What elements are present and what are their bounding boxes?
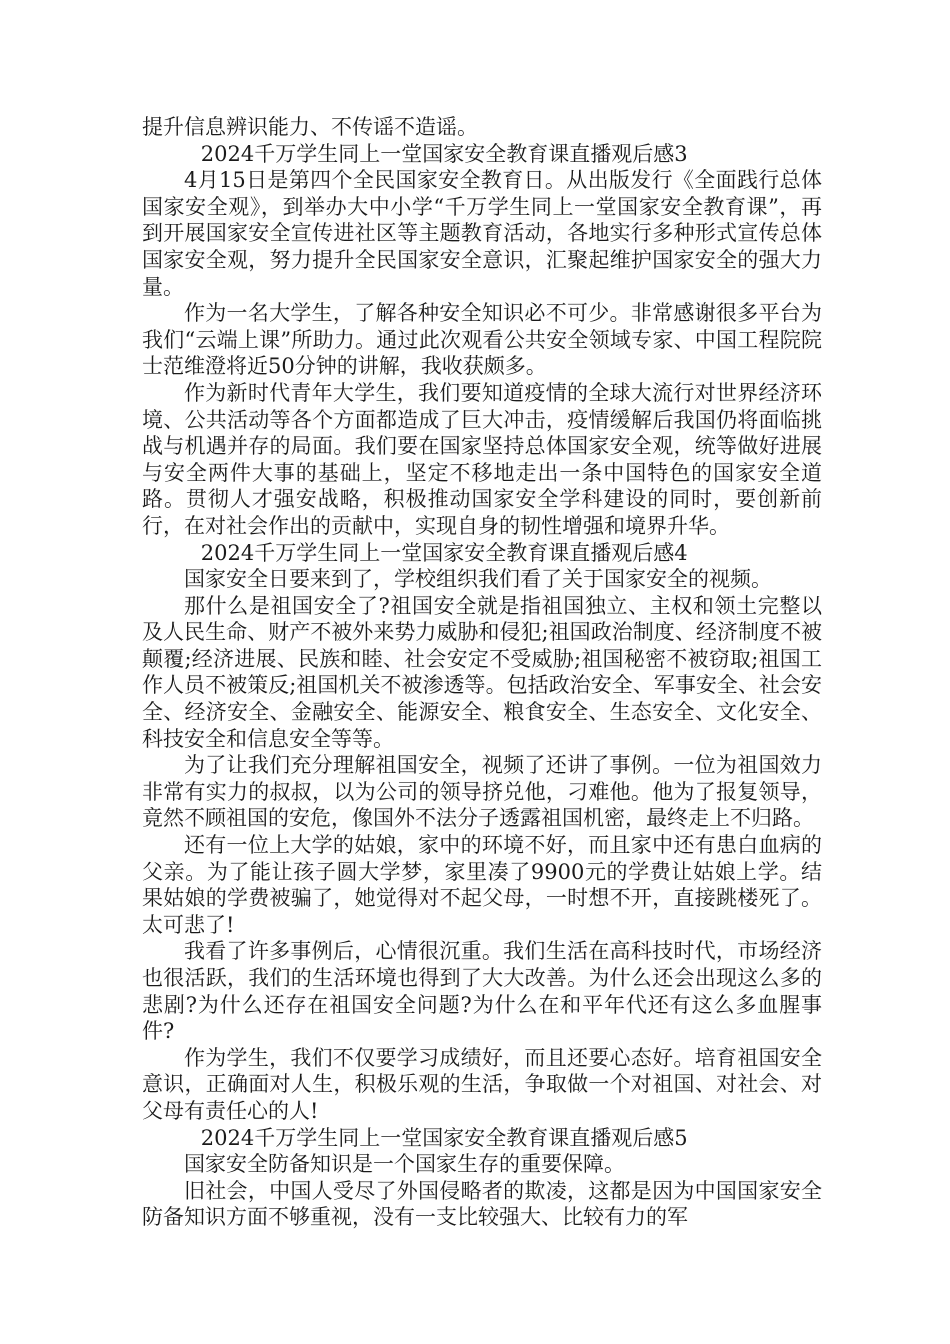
section-heading-3: 2024千万学生同上一堂国家安全教育课直播观后感3 xyxy=(200,141,688,166)
document-body xyxy=(142,114,822,1231)
paragraph: 为了让我们充分理解祖国安全，视频了还讲了事例。一位为祖国效力非常有实力的叔叔，以为公司的领导挤兑他，刁难他。他为了报复领导，竟然不顾祖国的安危，像国外不法分子透露祖国机密，最终走上不归路。 xyxy=(142,753,822,831)
paragraph: 还有一位上大学的姑娘，家中的环境不好，而且家中还有患白血病的父亲。为了能让孩子圆大学梦，家里凑了9900元的学费让姑娘上学。结果姑娘的学费被骗了，她觉得对不起父母，一时想不开，直接跳楼死了。太可悲了! xyxy=(142,833,822,937)
paragraph: 作为学生，我们不仅要学习成绩好，而且还要心态好。培育祖国安全意识，正确面对人生，积极乐观的生活，争取做一个对祖国、对社会、对父母有责任心的人! xyxy=(142,1045,822,1123)
paragraph-continuation: 提升信息辨识能力、不传谣不造谣。 xyxy=(142,115,478,139)
paragraph: 我看了许多事例后，心情很沉重。我们生活在高科技时代，市场经济也很活跃，我们的生活环境也得到了大大改善。为什么还会出现这么多的悲剧?为什么还存在祖国安全问题?为什么在和平年代还有这么多血腥事件? xyxy=(142,939,822,1044)
paragraph: 旧社会，中国人受尽了外国侵略者的欺凌，这都是因为中国国家安全防备知识方面不够重视，没有一支比较强大、比较有力的军 xyxy=(142,1178,822,1230)
paragraph: 那什么是祖国安全了?祖国安全就是指祖国独立、主权和领土完整以及人民生命、财产不被外来势力威胁和侵犯;祖国政治制度、经济制度不被颠覆;经济进展、民族和睦、社会安定不受威胁;祖国秘密不被窃取;祖国工作人员不被策反;祖国机关不被渗透等。包括政治安全、军事安全、社会安全、经济安全、金融安全、能源安全、粮食安全、生态安全、文化安全、科技安全和信息安全等等。 xyxy=(142,593,822,751)
paragraph: 作为一名大学生，了解各种安全知识必不可少。非常感谢很多平台为我们“云端上课”所助力。通过此次观看公共安全领域专家、中国工程院院士范维澄将近50分钟的讲解，我收获颇多。 xyxy=(142,301,822,379)
paragraph: 4月15日是第四个全民国家安全教育日。从出版发行《全面践行总体国家安全观》，到举办大中小学“千万学生同上一堂国家安全教育课”，再到开展国家安全宣传进社区等主题教育活动，各地实行多种形式宣传总体国家安全观，努力提升全民国家安全意识，汇聚起维护国家安全的强大力量。 xyxy=(142,168,822,299)
section-heading-4: 2024千万学生同上一堂国家安全教育课直播观后感4 xyxy=(200,540,688,565)
paragraph: 作为新时代青年大学生，我们要知道疫情的全球大流行对世界经济环境、公共活动等各个方面都造成了巨大冲击，疫情缓解后我国仍将面临挑战与机遇并存的局面。我们要在国家坚持总体国家安全观，统等做好进展与安全两件大事的基础上，坚定不移地走出一条中国特色的国家安全道路。贯彻人才强安战略，积极推动国家安全学科建设的同时，要创新前行，在对社会作出的贡献中，实现自身的韧性增强和境界升华。 xyxy=(142,380,822,538)
paragraph: 国家安全防备知识是一个国家生存的重要保障。 xyxy=(184,1152,625,1177)
paragraph: 国家安全日要来到了，学校组织我们看了关于国家安全的视频。 xyxy=(184,567,772,592)
section-heading-5: 2024千万学生同上一堂国家安全教育课直播观后感5 xyxy=(200,1125,688,1150)
